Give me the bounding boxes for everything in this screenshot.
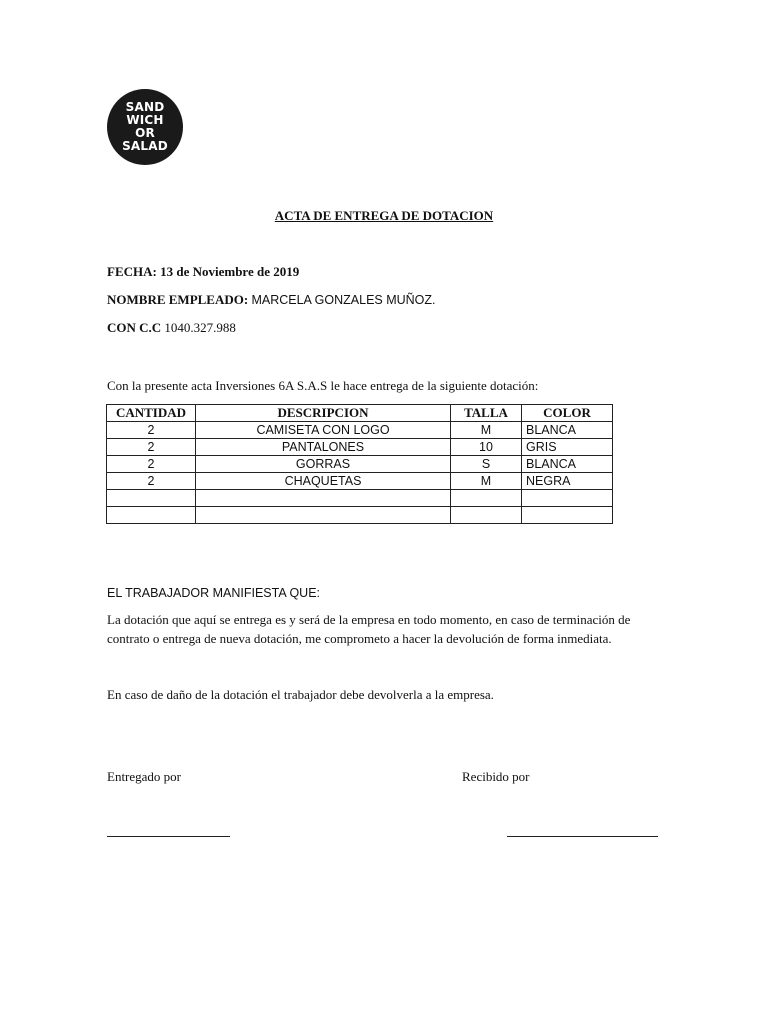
company-logo — [107, 89, 183, 165]
cantidad-cell: 2 — [107, 473, 196, 490]
color-cell: BLANCA — [522, 456, 613, 473]
color-cell — [522, 490, 613, 507]
column-header: CANTIDAD — [107, 405, 196, 422]
fecha-field — [107, 264, 299, 280]
column-header: DESCRIPCION — [196, 405, 451, 422]
descripcion-cell: CAMISETA CON LOGO — [196, 422, 451, 439]
cantidad-cell: 2 — [107, 456, 196, 473]
recibido-label: Recibido por — [462, 769, 530, 784]
cantidad-cell: 2 — [107, 439, 196, 456]
talla-cell: M — [451, 473, 522, 490]
fecha-label: FECHA: — [107, 264, 157, 279]
talla-cell: 10 — [451, 439, 522, 456]
empleado-label: NOMBRE EMPLEADO: — [107, 292, 249, 307]
empleado-field — [107, 292, 436, 308]
signature-line-entregado — [107, 836, 230, 837]
table-row — [107, 490, 613, 507]
empleado-value: MARCELA GONZALES MUÑOZ. — [251, 293, 436, 307]
cedula-value: 1040.327.988 — [164, 320, 236, 335]
cantidad-cell: 2 — [107, 422, 196, 439]
cedula-label: CON C.C — [107, 320, 162, 335]
descripcion-cell: PANTALONES — [196, 439, 451, 456]
table-header-row — [107, 405, 613, 422]
manifiesta-heading: EL TRABAJADOR MANIFIESTA QUE: — [107, 586, 321, 600]
logo-line: WICH — [126, 113, 164, 127]
color-cell: BLANCA — [522, 422, 613, 439]
cantidad-cell — [107, 490, 196, 507]
color-cell: GRIS — [522, 439, 613, 456]
cantidad-cell — [107, 507, 196, 524]
logo-line: SALAD — [122, 139, 168, 153]
talla-cell: S — [451, 456, 522, 473]
paragraph-devolucion: La dotación que aquí se entrega es y será de la empresa en todo momento, en caso de terminación de contrato o entrega de nueva dotación, me comprometo a hacer la devolución de forma inmediata. — [107, 612, 631, 646]
entregado-label: Entregado por — [107, 769, 182, 784]
fecha-value: 13 de Noviembre de 2019 — [160, 264, 300, 279]
table-row — [107, 473, 613, 490]
column-header: TALLA — [451, 405, 522, 422]
logo-line: OR — [135, 126, 155, 140]
table-row — [107, 456, 613, 473]
descripcion-cell: CHAQUETAS — [196, 473, 451, 490]
talla-cell — [451, 507, 522, 524]
dotacion-table — [106, 404, 613, 524]
cedula-field — [107, 320, 236, 336]
talla-cell — [451, 490, 522, 507]
table-row — [107, 439, 613, 456]
color-cell — [522, 507, 613, 524]
descripcion-cell: GORRAS — [196, 456, 451, 473]
color-cell: NEGRA — [522, 473, 613, 490]
descripcion-cell — [196, 490, 451, 507]
column-header: COLOR — [522, 405, 613, 422]
table-row — [107, 422, 613, 439]
talla-cell: M — [451, 422, 522, 439]
paragraph-dano: En caso de daño de la dotación el trabajador debe devolverla a la empresa. — [107, 687, 494, 702]
document-title: ACTA DE ENTREGA DE DOTACION — [274, 208, 494, 223]
signature-line-recibido — [507, 836, 658, 837]
logo-line: SAND — [125, 100, 165, 114]
intro-text: Con la presente acta Inversiones 6A S.A.S le hace entrega de la siguiente dotación: — [107, 378, 539, 393]
table-row — [107, 507, 613, 524]
descripcion-cell — [196, 507, 451, 524]
